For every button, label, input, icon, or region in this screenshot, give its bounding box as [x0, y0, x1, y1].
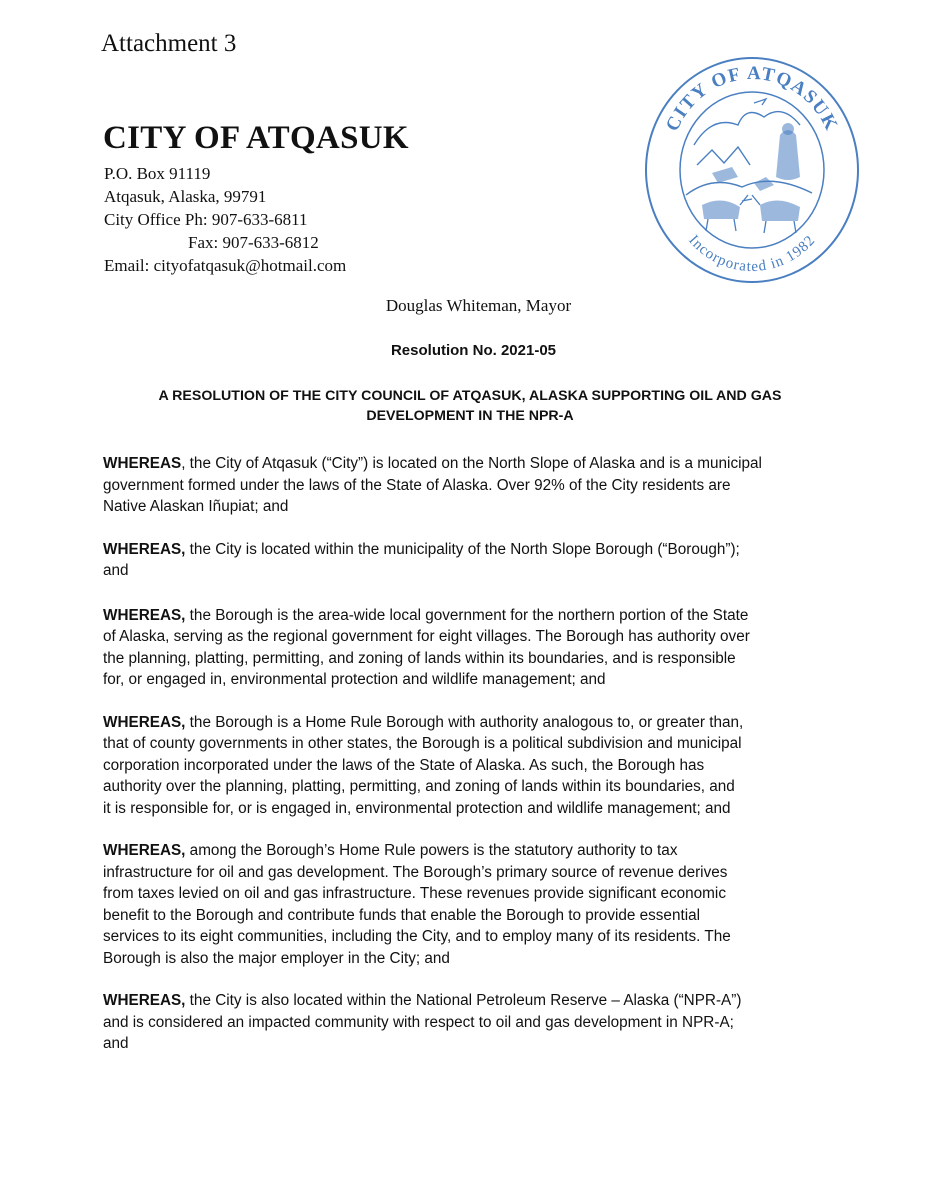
whereas-keyword: WHEREAS, [103, 842, 186, 859]
mayor-name: Douglas Whiteman, Mayor [385, 296, 572, 315]
attachment-label: Attachment 3 [101, 30, 237, 57]
svg-text:CITY OF ATQASUK: CITY OF ATQASUK [661, 62, 843, 135]
paragraph-text: , the City of Atqasuk (“City”) is located on the North Slope of Alaska and is a municipal government formed under the laws of the State of Alaska. Over 92% of the City residents are Native Alaskan Iñupiat; and [103, 455, 762, 515]
whereas-paragraph [103, 990, 823, 1055]
whereas-clauses [103, 453, 823, 1055]
whereas-paragraph [103, 539, 823, 582]
paragraph-text: the City is located within the municipality of the North Slope Borough (“Borough”); and [103, 540, 740, 579]
resolution-number: Resolution No. 2021-05 [390, 342, 557, 359]
phone-line: City Office Ph: 907-633-6811 [104, 210, 308, 229]
email-line: Email: cityofatqasuk@hotmail.com [104, 256, 347, 275]
whereas-paragraph [103, 605, 823, 691]
whereas-keyword: WHEREAS, [103, 713, 186, 731]
paragraph-text: the Borough is a Home Rule Borough with authority analogous to, or greater than, that of county governments in other states, the Borough is a political subdivision and municipal corporation incorporated under the laws of the State of Alaska. As such, the Borough has authority over the planning, platting, permitting, and zoning of lands within its boundaries, and it is responsible for, or is engaged in, environmental protection and wildlife management; and [103, 713, 744, 817]
whereas-paragraph [103, 712, 823, 820]
city-name-heading: CITY OF ATQASUK [103, 120, 409, 156]
paragraph-text: among the Borough’s Home Rule powers is the statutory authority to tax infrastructure for oil and gas development. The Borough’s primary source of revenue derives from taxes levied on oil and gas infrastructure. These revenues provide significant economic benefit to the Borough and contribute funds that enable the Borough to provide essential services to its eight communities, including the City, and to employ many of its residents. The Borough is also the major employer in the City; and [103, 842, 731, 967]
city-state-zip-line: Atqasuk, Alaska, 99791 [104, 187, 267, 206]
whereas-keyword: WHEREAS, [103, 992, 186, 1009]
resolution-title-line-1: A RESOLUTION OF THE CITY COUNCIL OF ATQASUK, ALASKA SUPPORTING OIL AND GAS [158, 388, 782, 404]
svg-text:Incorporated in 1982: Incorporated in 1982 [685, 232, 819, 276]
resolution-title [120, 386, 820, 426]
city-seal-logo [642, 55, 862, 285]
paragraph-text: the City is also located within the National Petroleum Reserve – Alaska (“NPR-A”) and is considered an impacted community with respect to oil and gas development in NPR-A; and [103, 992, 742, 1052]
fax-line: Fax: 907-633-6812 [188, 233, 319, 252]
po-box-line: P.O. Box 91119 [104, 164, 211, 183]
whereas-paragraph [103, 453, 823, 518]
whereas-keyword: WHEREAS, [103, 606, 186, 624]
whereas-keyword: WHEREAS [103, 455, 182, 472]
resolution-title-line-2: DEVELOPMENT IN THE NPR-A [366, 408, 574, 424]
whereas-keyword: WHEREAS, [103, 540, 186, 558]
whereas-paragraph [103, 840, 823, 969]
paragraph-text: the Borough is the area-wide local government for the northern portion of the State of Alaska, serving as the regional government for eight villages. The Borough has authority over the planning, platting, permitting, and zoning of lands within its boundaries, and is responsible for, or engaged in, environmental protection and wildlife management; and [103, 606, 750, 688]
address-block [104, 162, 346, 277]
